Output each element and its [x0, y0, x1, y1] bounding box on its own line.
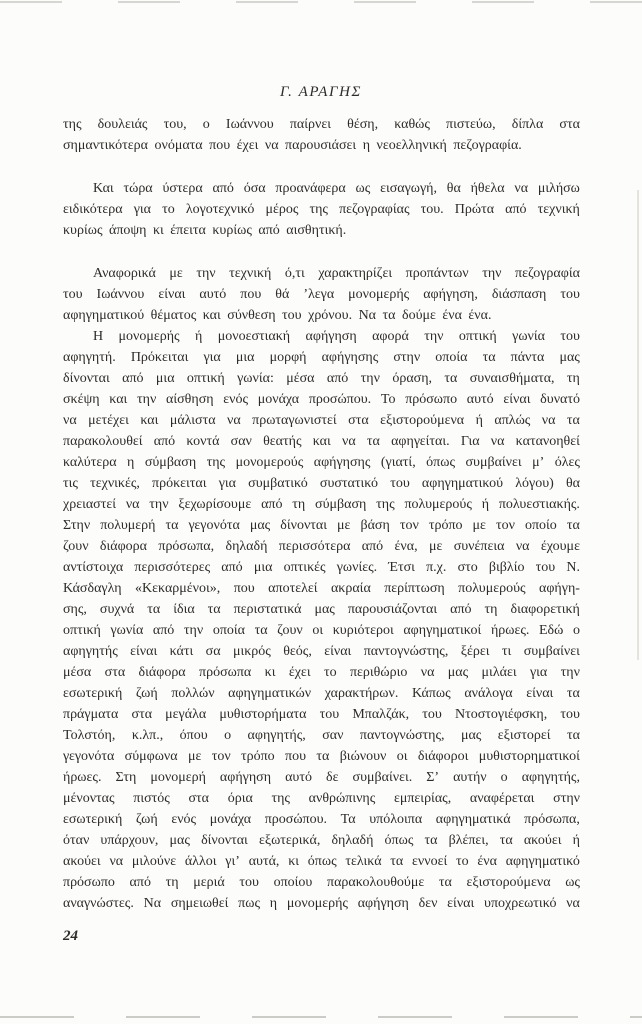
- body-text: [63, 114, 580, 914]
- text-line: Κάσδαγλη «Κεκαρμένοι», που αποτελεί ακραία περίπτωση πολυμερούς αφήγη-: [63, 581, 580, 596]
- text-line: εσωτερική ζωή ενός μονάχα προσώπου. Τα υπόλοιπα αφηγηματικά πρόσωπα,: [63, 812, 580, 827]
- paragraph: [63, 326, 580, 914]
- text-line: ήρωες. Στη μονομερή αφήγηση αυτό δε συμβαίνει. Σ’ αυτήν ο αφηγητής,: [63, 770, 580, 785]
- text-line: αφηγηματικού θέματος και σύνθεση του χρόνου. Να τα δούμε ένα ένα.: [63, 308, 492, 323]
- text-line: αναγνώστες. Να σημειωθεί πως η μονομερής αφήγηση δεν είναι υποχρεωτικό να: [63, 896, 580, 911]
- paragraph: [63, 263, 580, 326]
- text-line: πρόσωπο από τη μεριά του οποίου παρακολουθούμε τα εξιστορούμενα ως: [63, 875, 580, 890]
- text-line: γεγονότα σύμφωνα με τον τρόπο που τα βιώνουν οι διάφοροι μυθιστορηματικοί: [63, 749, 580, 764]
- text-line: παρακολουθεί από κοντά σαν θεατής και να τα αφηγείται. Για να κατανοηθεί: [63, 434, 580, 449]
- page-number: 24: [63, 928, 78, 944]
- scan-edge-bottom-line: [0, 1016, 642, 1018]
- text-line: του Ιωάννου είναι αυτό που θά ’λεγα μονομερής αφήγηση, διάσπαση του: [63, 287, 580, 302]
- text-line: ειδικότερα για το λογοτεχνικό μέρος της πεζογραφίας του. Πρώτα από τεχνική: [63, 202, 580, 217]
- text-line: μέσα στα διάφορα πρόσωπα κι έχει το περιθώριο να μας μιλάει για την: [63, 665, 580, 680]
- text-line: Η μονομερής ή μονοεστιακή αφήγηση αφορά την οπτική γωνία του: [93, 329, 580, 344]
- text-line: Στην πολυμερή τα γεγονότα μας δίνονται με βάση τον τρόπο με τον οποίο τα: [63, 518, 580, 533]
- text-line: οπτική γωνία από την οποία τα ζουν οι κυριότεροι αφηγηματικοί ήρωες. Εδώ ο: [63, 623, 580, 638]
- text-line: δίνονται από μια οπτική γωνία: μέσα από την όραση, τα συναισθήματα, τη: [63, 371, 580, 386]
- text-line: κυρίως άποψη κι έπειτα κυρίως από αισθητική.: [63, 223, 347, 238]
- text-line: καλύτερα η σύμβαση της μονομερούς αφήγησης (γιατί, όπως συμβαίνει μ’ όλες: [63, 455, 580, 470]
- paragraph: [63, 114, 580, 156]
- text-line: εσωτερική ζωή πολλών αφηγηματικών χαρακτήρων. Κάπως ανάλογα είναι τα: [63, 686, 580, 701]
- text-line: όταν υπάρχουν, μας δίνονται εξωτερικά, δηλαδή όπως τα βλέπει, τα ακούει ή: [63, 833, 580, 848]
- text-line: αφηγητή. Πρόκειται για μια μορφή αφήγησης στην οποία τα πάντα μας: [63, 350, 580, 365]
- text-line: πράγματα στα μεγάλα μυθιστορήματα του Μπαλζάκ, του Ντοστογιέφσκη, του: [63, 707, 580, 722]
- text-line: σκέψη και την αίσθηση ενός μονάχα προσώπου. Το πρόσωπο αυτό είναι δυνατό: [63, 392, 580, 407]
- paragraph: [63, 178, 580, 241]
- text-line: μένοντας πιστός στα όρια της ανθρώπινης εμπειρίας, αναφέρεται στην: [63, 791, 580, 806]
- scan-edge-right-line: [637, 190, 639, 660]
- text-line: Και τώρα ύστερα από όσα προανάφερα ως εισαγωγή, θα ήθελα να μιλήσω: [93, 181, 580, 196]
- text-line: αντίστοιχα περισσότερες από μια οπτικές γωνίες. Έτσι π.χ. στο βιβλίο του Ν.: [63, 560, 580, 575]
- text-line: σης, συχνά τα ίδια τα περιστατικά μας παρουσιάζονται από τη διαφορετική: [63, 602, 580, 617]
- text-line: ζουν διάφορα πρόσωπα, δηλαδή περισσότερα από ένα, με συνέπεια να έχουμε: [63, 539, 580, 554]
- text-line: Αναφορικά με την τεχνική ό,τι χαρακτηρίζει προπάντων την πεζογραφία: [93, 266, 580, 281]
- text-line: χρειαστεί να την ξεχωρίσουμε από τη σύμβαση της πολυμερούς ή πολυεστιακής.: [63, 497, 580, 512]
- text-line: σημαντικότερα ονόματα που έχει να παρουσιάσει η νεοελληνική πεζογραφία.: [63, 138, 522, 153]
- text-line: να μετέχει και μάλιστα να πρωταγωνιστεί στα εξιστορούμενα ή απλώς να τα: [63, 413, 580, 428]
- running-header: Γ. ΑΡΑΓΗΣ: [279, 84, 363, 100]
- text-line: αφηγητής είναι κάτι σα μικρός θεός, είναι παντογνώστης, ξέρει τι συμβαίνει: [63, 644, 580, 659]
- scan-edge-top-line: [0, 1, 642, 3]
- text-line: τις τεχνικές, πρόκειται για συμβατικό συστατικό του αφηγηματικού λόγου) θα: [63, 476, 580, 491]
- text-line: ακούει να μιλούνε άλλοι γι’ αυτά, κι όπως τελικά τα εννοεί το ένα αφηγηματικό: [63, 854, 580, 869]
- text-line: Τολστόη, κ.λπ., όπου ο αφηγητής, σαν παντογνώστης, μας εξιστορεί τα: [63, 728, 580, 743]
- text-line: της δουλειάς του, ο Ιωάννου παίρνει θέση, καθώς πιστεύω, δίπλα στα: [63, 117, 580, 132]
